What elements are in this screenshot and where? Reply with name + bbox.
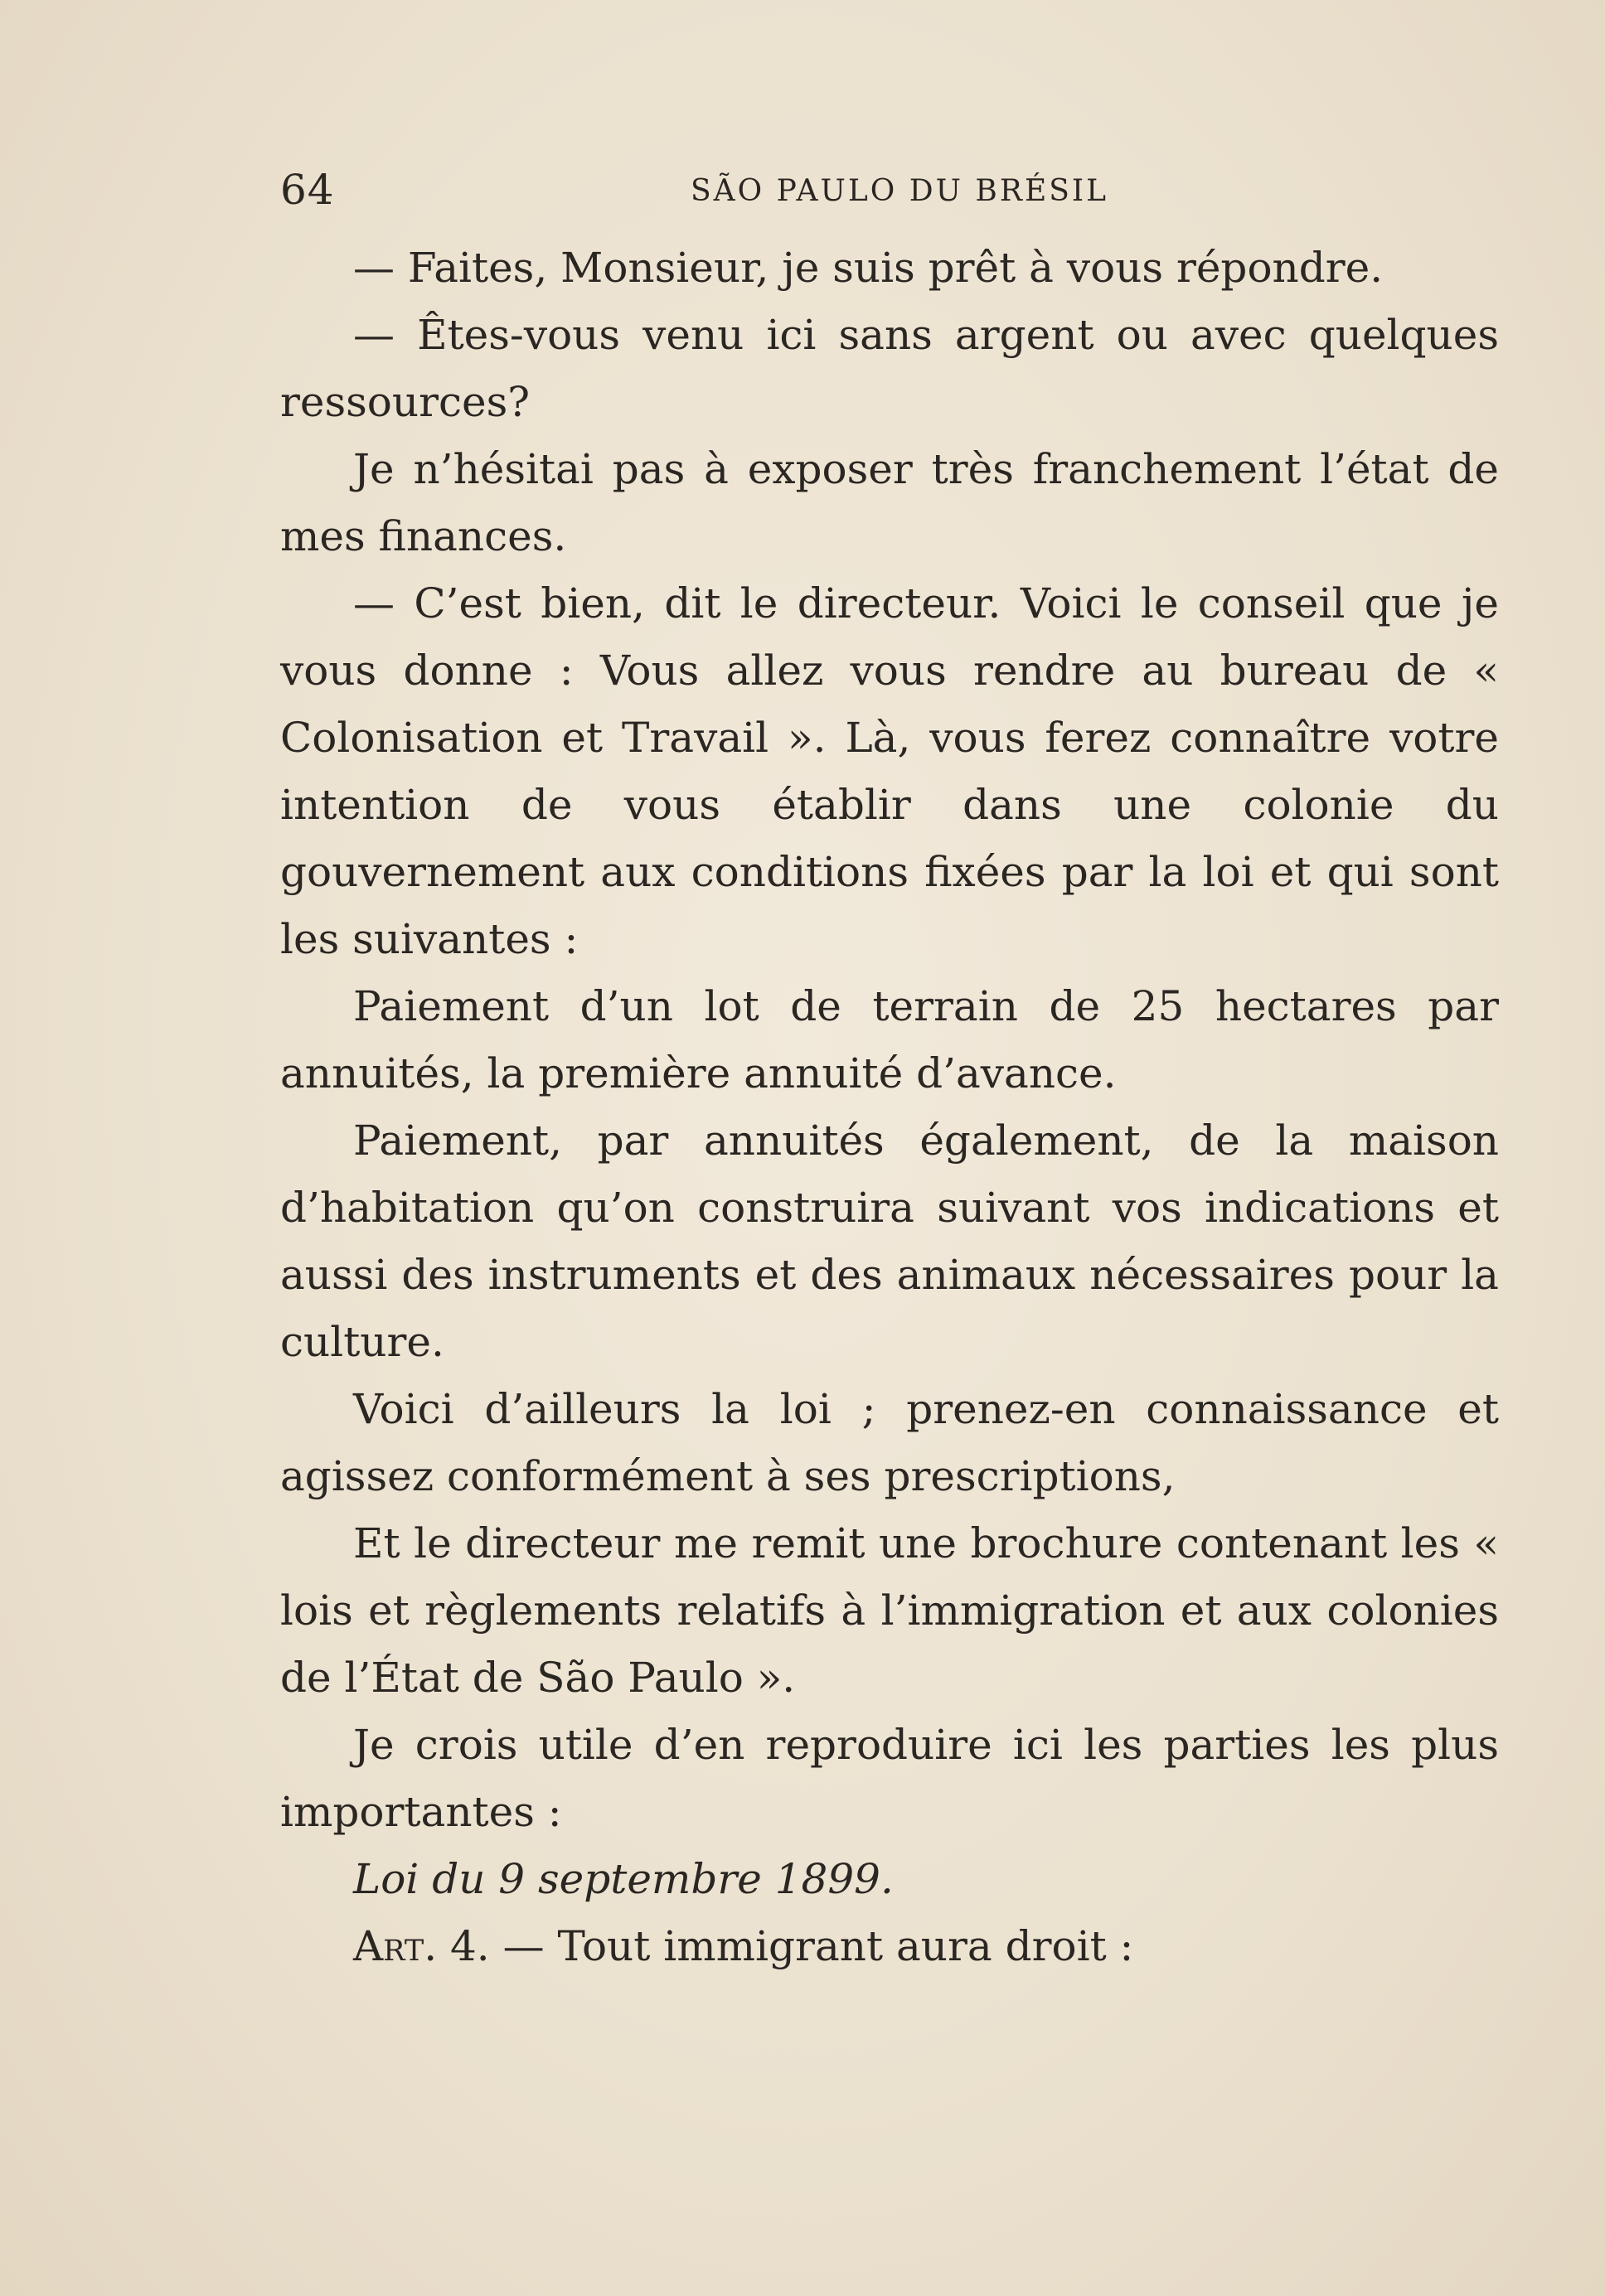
law-heading: Loi du 9 septembre 1899. (353, 1855, 894, 1903)
paragraph: — Faites, Monsieur, je suis prêt à vous répondre. (353, 244, 1384, 292)
paragraph: Je crois utile d’en reproduire ici les parties les plus importantes : (280, 1721, 1499, 1836)
paragraph: Paiement d’un lot de terrain de 25 hectares par annuités, la première annuité d’avance. (280, 982, 1499, 1097)
paragraph: Je n’hésitai pas à exposer très franchement l’état de mes finances. (280, 445, 1499, 560)
article-text: — Tout immigrant aura droit : (489, 1922, 1134, 1970)
paragraph: Voici d’ailleurs la loi ; prenez-en connaissance et agissez conformément à ses prescriptions, (280, 1385, 1499, 1500)
article-line (280, 1913, 1499, 1980)
paragraph: — Êtes-vous venu ici sans argent ou avec quelques ressources? (280, 311, 1499, 426)
page-number: 64 (280, 166, 335, 214)
paragraph: Paiement, par annuités également, de la maison d’habitation qu’on construira suivant vos indications et aussi des instruments et des animaux nécessaires pour la culture. (280, 1117, 1499, 1366)
article-label: Art. 4. (353, 1922, 490, 1970)
running-title: SÃO PAULO DU BRÉSIL (691, 174, 1109, 208)
paragraph: Et le directeur me remit une brochure contenant les « lois et règlements relatifs à l’immigration et aux colonies de l’État de São Paulo ». (280, 1519, 1499, 1702)
paragraph: — C’est bien, dit le directeur. Voici le conseil que je vous donne : Vous allez vous rendre au bureau de « Colonisation et Travail ». Là, vous ferez connaître votre intention de vous établir dans une colonie du gouvernement aux conditions fixées par la loi et qui sont les suivantes : (280, 579, 1499, 963)
page-header (280, 166, 1109, 224)
body-text (280, 235, 1499, 1980)
